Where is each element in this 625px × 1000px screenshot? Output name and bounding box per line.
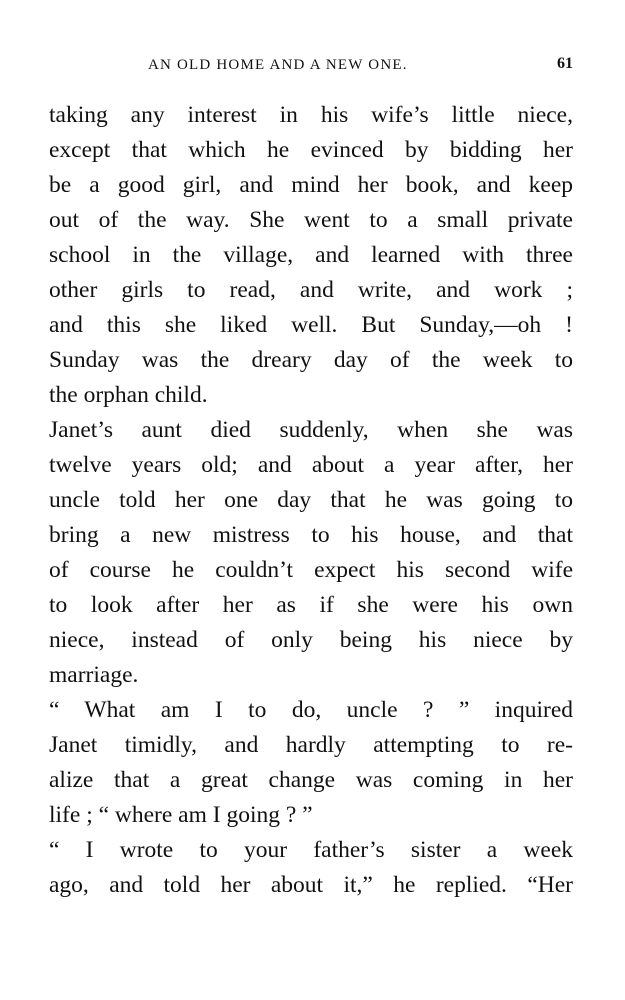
text-line: ago, and told her about it,” he replied. “Her bbox=[49, 872, 573, 898]
text-line: Sunday was the dreary day of the week to bbox=[49, 347, 573, 373]
text-line: out of the way. She went to a small private bbox=[49, 207, 573, 233]
text-line: except that which he evinced by bidding her bbox=[49, 137, 573, 163]
text-line: to look after her as if she were his own bbox=[49, 592, 573, 618]
text-line: and this she liked well. But Sunday,—oh ! bbox=[49, 312, 573, 338]
text-line: “ What am I to do, uncle ? ” inquired bbox=[49, 697, 573, 723]
text-line: bring a new mistress to his house, and that bbox=[49, 522, 573, 548]
paragraph bbox=[49, 693, 573, 833]
page-number: 61 bbox=[557, 55, 573, 72]
running-head bbox=[0, 55, 625, 79]
text-line: taking any interest in his wife’s little niece, bbox=[49, 102, 573, 128]
paragraph bbox=[49, 833, 573, 903]
body-text bbox=[49, 98, 573, 903]
text-line: be a good girl, and mind her book, and keep bbox=[49, 172, 573, 198]
paragraph bbox=[49, 98, 573, 413]
text-line: marriage. bbox=[49, 662, 139, 688]
text-line: niece, instead of only being his niece by bbox=[49, 627, 573, 653]
text-line: alize that a great change was coming in her bbox=[49, 767, 573, 793]
text-line: life ; “ where am I going ? ” bbox=[49, 802, 313, 828]
text-line: twelve years old; and about a year after, her bbox=[49, 452, 573, 478]
text-line: the orphan child. bbox=[49, 382, 208, 408]
text-line: Janet’s aunt died suddenly, when she was bbox=[49, 417, 573, 443]
text-line: of course he couldn’t expect his second wife bbox=[49, 557, 573, 583]
text-line: “ I wrote to your father’s sister a week bbox=[49, 837, 573, 863]
text-line: other girls to read, and write, and work ; bbox=[49, 277, 573, 303]
text-line: uncle told her one day that he was going to bbox=[49, 487, 573, 513]
text-line: Janet timidly, and hardly attempting to re- bbox=[49, 732, 573, 758]
text-line: school in the village, and learned with three bbox=[49, 242, 573, 268]
running-title: AN OLD HOME AND A NEW ONE. bbox=[148, 57, 408, 73]
paragraph bbox=[49, 413, 573, 693]
